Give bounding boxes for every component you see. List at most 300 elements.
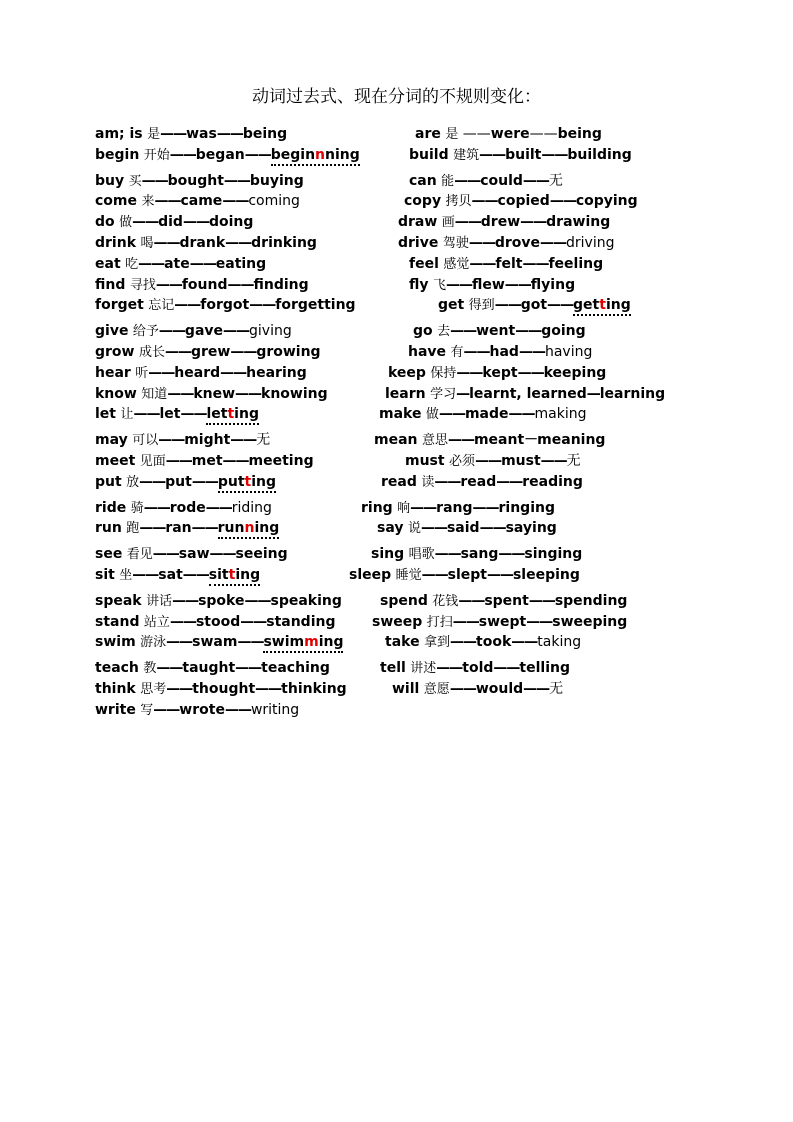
- base-form: stand: [95, 614, 140, 630]
- verb-row: [438, 295, 631, 315]
- present-participle: [567, 453, 581, 469]
- participle-part: building: [567, 147, 632, 163]
- verb-row: [95, 612, 335, 632]
- participle-part: put: [217, 474, 245, 490]
- base-form: drink: [95, 235, 137, 251]
- participle-part: ing: [254, 520, 280, 536]
- doubled-letter: n: [244, 520, 255, 536]
- separator-dash: ——: [222, 453, 249, 469]
- separator-dash: ——: [496, 474, 523, 490]
- base-form: will: [392, 681, 420, 697]
- separator-dash: ——: [449, 681, 476, 697]
- separator-dash: ——: [511, 634, 538, 650]
- present-participle: [218, 474, 276, 493]
- separator-dash: ——: [420, 520, 447, 536]
- separator-dash: ——: [486, 567, 513, 583]
- base-form: must: [405, 453, 445, 469]
- doubled-letter: t: [244, 474, 252, 490]
- past-tense: kept: [482, 365, 518, 381]
- past-tense: drove: [494, 235, 540, 251]
- meaning-cn: 可以: [132, 433, 159, 448]
- past-tense: wrote: [179, 702, 225, 718]
- present-participle: [261, 660, 330, 676]
- participle-part: drinking: [251, 235, 317, 251]
- separator-dash: ——: [541, 147, 568, 163]
- verb-row: [361, 498, 555, 518]
- meaning-cn: 打扫: [426, 615, 453, 630]
- separator-dash: ——: [468, 235, 495, 251]
- participle-part: sleeping: [512, 567, 580, 583]
- base-form: let: [95, 406, 116, 422]
- separator-dash: ——: [469, 256, 496, 272]
- participle-part: flying: [530, 277, 576, 293]
- verb-row: [415, 124, 602, 144]
- meaning-cn: 唱歌: [408, 547, 435, 562]
- meaning-cn: 让: [120, 407, 134, 422]
- separator-dash: ——: [508, 406, 535, 422]
- verb-row: [95, 472, 276, 492]
- base-form: put: [95, 474, 122, 490]
- separator-dash: ——: [540, 235, 566, 251]
- participle-part: thinking: [281, 681, 347, 697]
- page-title: 动词过去式、现在分词的不规则变化：: [252, 87, 541, 107]
- separator-dash: ——: [498, 546, 525, 562]
- participle-part: having: [544, 344, 593, 360]
- separator-dash: ——: [158, 323, 185, 339]
- separator-dash: ——: [133, 406, 160, 422]
- verb-row: [379, 404, 586, 424]
- participle-part: spending: [554, 593, 628, 609]
- present-participle: [566, 235, 614, 251]
- past-tense: knew: [193, 386, 236, 402]
- separator-dash: ——: [517, 365, 544, 381]
- separator-dash: ——: [445, 277, 472, 293]
- separator-dash: ——: [529, 126, 558, 142]
- separator-dash: ——: [154, 193, 181, 209]
- verb-row: [404, 191, 638, 211]
- present-participle: [243, 126, 287, 142]
- participle-part: swim: [263, 634, 305, 650]
- meaning-cn: 忘记: [148, 298, 175, 313]
- participle-part: 无: [256, 432, 271, 448]
- verb-row: [95, 591, 342, 611]
- past-tense: might: [184, 432, 231, 448]
- participle-part: begin: [270, 147, 316, 163]
- verb-row: [380, 591, 627, 611]
- participle-part: eating: [215, 256, 267, 272]
- participle-part: ing: [235, 567, 261, 583]
- separator-dash: —: [456, 386, 470, 402]
- separator-dash: ——: [138, 256, 165, 272]
- participle-part: singing: [524, 546, 583, 562]
- present-participle: [541, 323, 585, 339]
- past-tense: put: [165, 474, 192, 490]
- verb-row: [409, 275, 575, 295]
- present-participle: [232, 500, 272, 516]
- verb-row: [95, 430, 270, 450]
- doubled-letter: t: [599, 297, 606, 313]
- present-participle: [246, 365, 307, 381]
- verb-row: [95, 658, 330, 678]
- meaning-cn: 坐: [119, 568, 133, 583]
- past-tense: began: [195, 147, 245, 163]
- base-form: hear: [95, 365, 131, 381]
- separator-dash: ——: [523, 681, 550, 697]
- base-form: grow: [95, 344, 135, 360]
- participle-part: making: [534, 406, 587, 422]
- verb-row: [95, 233, 317, 253]
- meaning-cn: 寻找: [129, 278, 156, 293]
- base-form: think: [95, 681, 136, 697]
- present-participle: [218, 520, 280, 539]
- participle-part: being: [242, 126, 288, 142]
- verb-row: [409, 254, 603, 274]
- base-form: drive: [398, 235, 439, 251]
- separator-dash: ——: [526, 614, 553, 630]
- present-participle: [555, 593, 628, 609]
- meaning-cn: 看见: [126, 547, 153, 562]
- base-form: get: [438, 297, 465, 313]
- separator-dash: ——: [220, 365, 247, 381]
- present-participle: [499, 500, 555, 516]
- present-participle: [256, 344, 320, 360]
- separator-dash: ——: [132, 214, 159, 230]
- present-participle: [519, 660, 570, 676]
- meaning-cn: 保持: [430, 366, 457, 381]
- past-tense: went: [476, 323, 516, 339]
- verb-row: [95, 544, 288, 564]
- separator-dash: ——: [471, 193, 498, 209]
- present-participle: [263, 634, 343, 653]
- present-participle: [513, 567, 580, 583]
- verb-row: [385, 384, 665, 404]
- participle-part: sweeping: [552, 614, 628, 630]
- participle-part: meeting: [248, 453, 314, 469]
- present-participle: [600, 386, 665, 402]
- participle-part: finding: [253, 277, 309, 293]
- past-tense: sang: [460, 546, 499, 562]
- separator-dash: ——: [244, 147, 271, 163]
- present-participle: [254, 277, 309, 293]
- verb-row: [388, 363, 606, 383]
- separator-dash: ——: [180, 406, 207, 422]
- separator-dash: ——: [153, 235, 180, 251]
- separator-dash: ——: [410, 500, 437, 516]
- separator-dash: ——: [434, 546, 461, 562]
- past-tense: found: [181, 277, 228, 293]
- separator-dash: ——: [167, 386, 194, 402]
- participle-part: feeling: [548, 256, 604, 272]
- past-tense: could: [480, 173, 523, 189]
- present-participle: [248, 193, 300, 209]
- separator-dash: ——: [454, 214, 481, 230]
- separator-dash: ——: [434, 474, 461, 490]
- separator-dash: ——: [216, 126, 243, 142]
- separator-dash: ——: [520, 214, 547, 230]
- base-form: meet: [95, 453, 136, 469]
- separator-dash: ——: [549, 193, 576, 209]
- separator-dash: ——: [189, 256, 216, 272]
- verb-row: [398, 233, 614, 253]
- verb-row: [409, 145, 632, 165]
- verb-row: [409, 171, 563, 191]
- meaning-cn: 骑: [130, 501, 144, 516]
- present-participle: [548, 256, 603, 272]
- past-tense: built: [505, 147, 542, 163]
- verb-row: [95, 191, 300, 211]
- meaning-cn: 放: [126, 475, 140, 490]
- past-tense: thought: [192, 681, 256, 697]
- past-tense: spoke: [198, 593, 245, 609]
- participle-part: telling: [519, 660, 570, 676]
- past-tense: learnt, learned: [469, 386, 587, 402]
- meaning-cn: 做: [119, 215, 133, 230]
- past-tense: ate: [164, 256, 190, 272]
- separator-dash: ——: [450, 323, 477, 339]
- separator-dash: ——: [421, 567, 448, 583]
- present-participle: [545, 344, 592, 360]
- separator-dash: ——: [225, 235, 252, 251]
- base-form: read: [381, 474, 417, 490]
- verb-row: [413, 321, 586, 341]
- participle-part: ing: [605, 297, 631, 313]
- meaning-cn: 能: [441, 174, 455, 189]
- participle-part: writing: [250, 702, 300, 718]
- doubled-letter: n: [315, 147, 326, 163]
- participle-part: riding: [231, 500, 272, 516]
- base-form: have: [408, 344, 447, 360]
- separator-dash: ——: [155, 277, 182, 293]
- present-participle: [535, 406, 587, 422]
- base-form: eat: [95, 256, 121, 272]
- participle-part: doing: [208, 214, 254, 230]
- past-tense: grew: [190, 344, 231, 360]
- verb-row: [95, 518, 279, 538]
- base-form: learn: [385, 386, 426, 402]
- present-participle: [567, 147, 631, 163]
- base-form: teach: [95, 660, 139, 676]
- meaning-cn: 拷贝: [445, 194, 472, 209]
- separator-dash: ——: [230, 432, 257, 448]
- separator-dash: ——: [475, 453, 502, 469]
- past-tense: told: [462, 660, 494, 676]
- separator-dash: ——: [462, 126, 491, 142]
- verb-row: [377, 518, 557, 538]
- present-participle: [281, 681, 347, 697]
- separator-dash: ——: [165, 453, 192, 469]
- meaning-cn: 成长: [138, 345, 165, 360]
- verb-row: [95, 171, 304, 191]
- verb-row: [95, 145, 360, 165]
- present-participle: [209, 567, 260, 586]
- base-form: am; is: [95, 126, 143, 142]
- past-tense: stood: [195, 614, 241, 630]
- verb-row: [374, 430, 605, 450]
- participle-part: get: [573, 297, 600, 313]
- verb-row: [408, 342, 592, 362]
- participle-part: meaning: [537, 432, 606, 448]
- separator-dash: ——: [452, 614, 479, 630]
- meaning-cn: 是: [147, 127, 161, 142]
- present-participle: [236, 546, 288, 562]
- base-form: begin: [95, 147, 140, 163]
- participle-part: hearing: [246, 365, 307, 381]
- base-form: come: [95, 193, 137, 209]
- past-tense: read: [460, 474, 497, 490]
- separator-dash: ——: [522, 256, 549, 272]
- base-form: ride: [95, 500, 127, 516]
- participle-part: let: [206, 406, 228, 422]
- present-participle: [271, 147, 360, 166]
- base-form: build: [409, 147, 449, 163]
- past-tense: sat: [158, 567, 183, 583]
- participle-part: speaking: [270, 593, 342, 609]
- meaning-cn: 感觉: [443, 257, 470, 272]
- present-participle: [261, 386, 328, 402]
- present-participle: [506, 520, 557, 536]
- base-form: sing: [371, 546, 405, 562]
- base-form: write: [95, 702, 136, 718]
- doubled-letter: t: [227, 406, 235, 422]
- meaning-cn: 知道: [141, 387, 168, 402]
- separator-dash: ——: [522, 173, 549, 189]
- base-form: run: [95, 520, 122, 536]
- meaning-cn: 站立: [143, 615, 170, 630]
- meaning-cn: 是: [445, 127, 459, 142]
- base-form: say: [377, 520, 404, 536]
- participle-part: reading: [522, 474, 583, 490]
- separator-dash: ——: [223, 173, 250, 189]
- present-participle: [249, 453, 314, 469]
- base-form: sit: [95, 567, 115, 583]
- separator-dash: ——: [132, 567, 159, 583]
- past-tense: swept: [478, 614, 527, 630]
- separator-dash: ——: [169, 147, 196, 163]
- base-form: give: [95, 323, 129, 339]
- meaning-cn: 讲话: [146, 594, 173, 609]
- present-participle: [549, 173, 563, 189]
- present-participle: [522, 474, 583, 490]
- verb-row: [95, 679, 347, 699]
- meaning-cn: 意思: [421, 433, 448, 448]
- verb-row: [381, 472, 583, 492]
- present-participle: [216, 256, 266, 272]
- separator-dash: ——: [450, 634, 477, 650]
- verb-row: [405, 451, 581, 471]
- present-participle: [549, 681, 563, 697]
- separator-dash: ——: [227, 277, 254, 293]
- past-tense: let: [159, 406, 181, 422]
- meaning-cn: 读: [421, 475, 435, 490]
- past-tense: made: [464, 406, 509, 422]
- base-form: know: [95, 386, 137, 402]
- verb-row: [95, 363, 307, 383]
- participle-part: run: [217, 520, 245, 536]
- past-tense: heard: [174, 365, 221, 381]
- past-tense: swam: [192, 634, 238, 650]
- separator-dash: ——: [205, 500, 232, 516]
- participle-part: saying: [505, 520, 557, 536]
- present-participle: [251, 235, 317, 251]
- separator-dash: ——: [143, 500, 170, 516]
- base-form: swim: [95, 634, 136, 650]
- meaning-cn: 花钱: [432, 594, 459, 609]
- meaning-cn: 拿到: [424, 635, 451, 650]
- verb-row: [349, 565, 580, 585]
- meaning-cn: 说: [407, 521, 421, 536]
- past-tense: copied: [497, 193, 550, 209]
- meaning-cn: 做: [425, 407, 439, 422]
- participle-part: giving: [249, 323, 292, 339]
- past-tense: ran: [165, 520, 192, 536]
- verb-row: [95, 254, 266, 274]
- participle-part: coming: [248, 193, 300, 209]
- participle-part: teaching: [261, 660, 330, 676]
- base-form: see: [95, 546, 123, 562]
- past-tense: gave: [184, 323, 224, 339]
- separator-dash: ——: [438, 406, 465, 422]
- separator-dash: ——: [456, 365, 483, 381]
- verb-row: [372, 612, 627, 632]
- verb-row: [385, 632, 581, 652]
- participle-part: ing: [318, 634, 344, 650]
- verb-row: [371, 544, 582, 564]
- present-participle: [558, 126, 602, 142]
- past-tense: drank: [179, 235, 226, 251]
- past-tense: would: [475, 681, 524, 697]
- meaning-cn: 画: [441, 215, 455, 230]
- separator-dash: ——: [191, 474, 218, 490]
- meaning-cn: 有: [450, 345, 464, 360]
- separator-dash: ——: [244, 593, 271, 609]
- separator-dash: ——: [223, 323, 250, 339]
- present-participle: [546, 214, 610, 230]
- verb-row: [95, 404, 259, 424]
- base-form: keep: [388, 365, 426, 381]
- base-form: sweep: [372, 614, 423, 630]
- base-form: buy: [95, 173, 125, 189]
- verb-row: [398, 212, 610, 232]
- meaning-cn: 来: [141, 194, 155, 209]
- verb-row: [95, 321, 292, 341]
- meaning-cn: 喝: [140, 236, 154, 251]
- base-form: forget: [95, 297, 144, 313]
- base-form: sleep: [349, 567, 392, 583]
- base-form: find: [95, 277, 126, 293]
- present-participle: [544, 365, 607, 381]
- separator-dash: ——: [235, 660, 262, 676]
- present-participle: [209, 214, 253, 230]
- participle-part: ning: [325, 147, 360, 163]
- meaning-cn: 游泳: [140, 635, 167, 650]
- participle-part: buying: [249, 173, 304, 189]
- past-tense: felt: [495, 256, 523, 272]
- separator-dash: ——: [540, 453, 567, 469]
- present-participle: [251, 702, 299, 718]
- base-form: spend: [380, 593, 428, 609]
- participle-part: being: [557, 126, 602, 142]
- separator-dash: ——: [249, 297, 276, 313]
- participle-part: growing: [256, 344, 321, 360]
- meaning-cn: 教: [143, 661, 157, 676]
- separator-dash: ——: [174, 297, 201, 313]
- separator-dash: ——: [166, 634, 193, 650]
- past-tense: meant: [473, 432, 525, 448]
- meaning-cn: 必须: [449, 454, 476, 469]
- present-participle: [537, 432, 605, 448]
- separator-dash: ——: [182, 567, 209, 583]
- past-tense: took: [476, 634, 512, 650]
